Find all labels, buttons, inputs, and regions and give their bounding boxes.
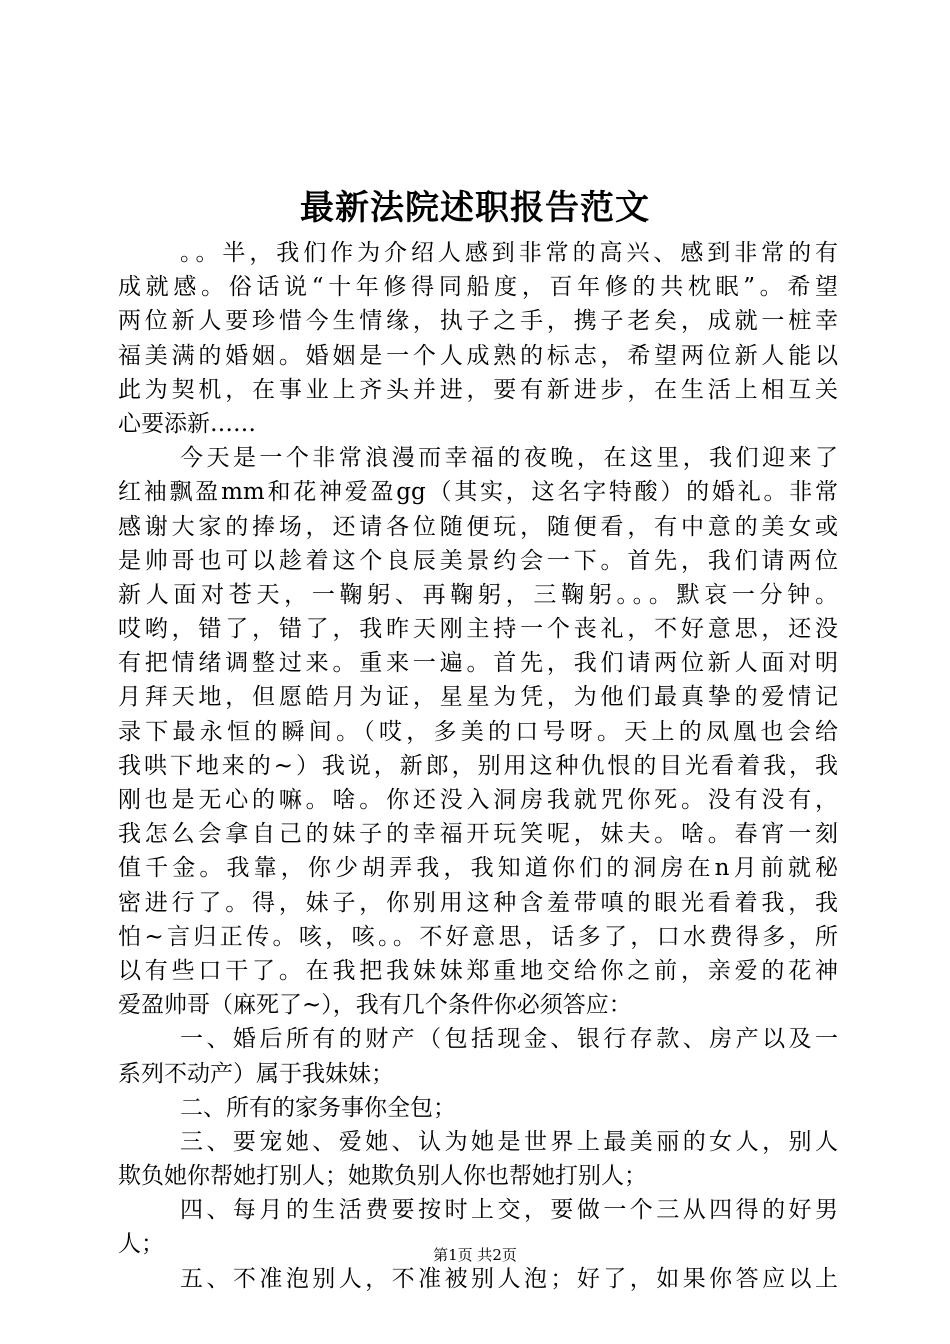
body-line: 录下最永恒的瞬间。（哎，多美的口号呀。天上的凤凰也会给 xyxy=(118,718,838,745)
body-line: 两位新人要珍惜今生情缘，执子之手，携子老矣，成就一桩幸 xyxy=(118,308,838,335)
body-line: 我怎么会拿自己的妹子的幸福开玩笑呢，妹夫。啥。春宵一刻 xyxy=(118,821,838,848)
body-line: 三、要宠她、爱她、认为她是世界上最美丽的女人，别人 xyxy=(180,1128,838,1155)
body-line: 我哄下地来的~）我说，新郎，别用这种仇恨的目光看着我，我 xyxy=(118,752,838,779)
body-line: 值千金。我靠，你少胡弄我，我知道你们的洞房在n月前就秘 xyxy=(118,855,838,882)
body-line: 欺负她你帮她打别人；她欺负别人你也帮她打别人； xyxy=(118,1163,647,1190)
body-line: 四、每月的生活费要按时上交，要做一个三从四得的好男 xyxy=(180,1197,838,1224)
body-line: 新人面对苍天，一鞠躬、再鞠躬，三鞠躬。。。默哀一分钟。 xyxy=(118,581,838,608)
body-line: 今天是一个非常浪漫而幸福的夜晚，在这里，我们迎来了 xyxy=(180,445,838,472)
body-line: 爱盈帅哥（麻死了~），我有几个条件你必须答应： xyxy=(118,992,632,1019)
body-line: 是帅哥也可以趁着这个良辰美景约会一下。首先，我们请两位 xyxy=(118,547,838,574)
body-line: 红袖飘盈mm和花神爱盈gg（其实，这名字特酸）的婚礼。非常 xyxy=(118,479,838,506)
body-line: 刚也是无心的嘛。啥。你还没入洞房我就咒你死。没有没有， xyxy=(118,787,838,813)
body-line: 以有些口干了。在我把我妹妹郑重地交给你之前，亲爱的花神 xyxy=(118,957,838,984)
body-line: 系列不动产）属于我妹妹； xyxy=(118,1060,394,1087)
body-line: 五、不准泡别人，不准被别人泡；好了，如果你答应以上 xyxy=(180,1265,838,1292)
body-line: 人； xyxy=(118,1231,164,1258)
body-line: 有把情绪调整过来。重来一遍。首先，我们请两位新人面对明 xyxy=(118,650,838,677)
body-line: 心要添新…… xyxy=(118,410,256,437)
body-line: 。。半，我们作为介绍人感到非常的高兴、感到非常的有 xyxy=(180,240,838,266)
document-body xyxy=(118,236,838,1296)
body-line: 二、所有的家务事你全包； xyxy=(180,1094,456,1121)
body-line: 感谢大家的捧场，还请各位随便玩，随便看，有中意的美女或 xyxy=(118,513,838,540)
page-footer: 第1页 共2页 xyxy=(433,1246,517,1264)
body-line: 一、婚后所有的财产（包括现金、银行存款、房产以及一 xyxy=(180,1026,838,1053)
document-title: 最新法院述职报告范文 xyxy=(300,188,650,228)
body-line: 成就感。俗话说“十年修得同船度，百年修的共枕眠”。希望 xyxy=(118,274,838,301)
body-line: 此为契机，在事业上齐头并进，要有新进步，在生活上相互关 xyxy=(118,376,838,403)
body-line: 怕~言归正传。咳，咳。。不好意思，话多了，口水费得多，所 xyxy=(118,923,838,950)
body-line: 密进行了。得，妹子，你别用这种含羞带嗔的眼光看着我，我 xyxy=(118,889,838,916)
body-line: 福美满的婚姻。婚姻是一个人成熟的标志，希望两位新人能以 xyxy=(118,342,838,369)
body-line: 月拜天地，但愿皓月为证，星星为凭，为他们最真挚的爱情记 xyxy=(118,684,838,711)
body-line: 哎哟，错了，错了，我昨天刚主持一个丧礼，不好意思，还没 xyxy=(118,616,838,643)
